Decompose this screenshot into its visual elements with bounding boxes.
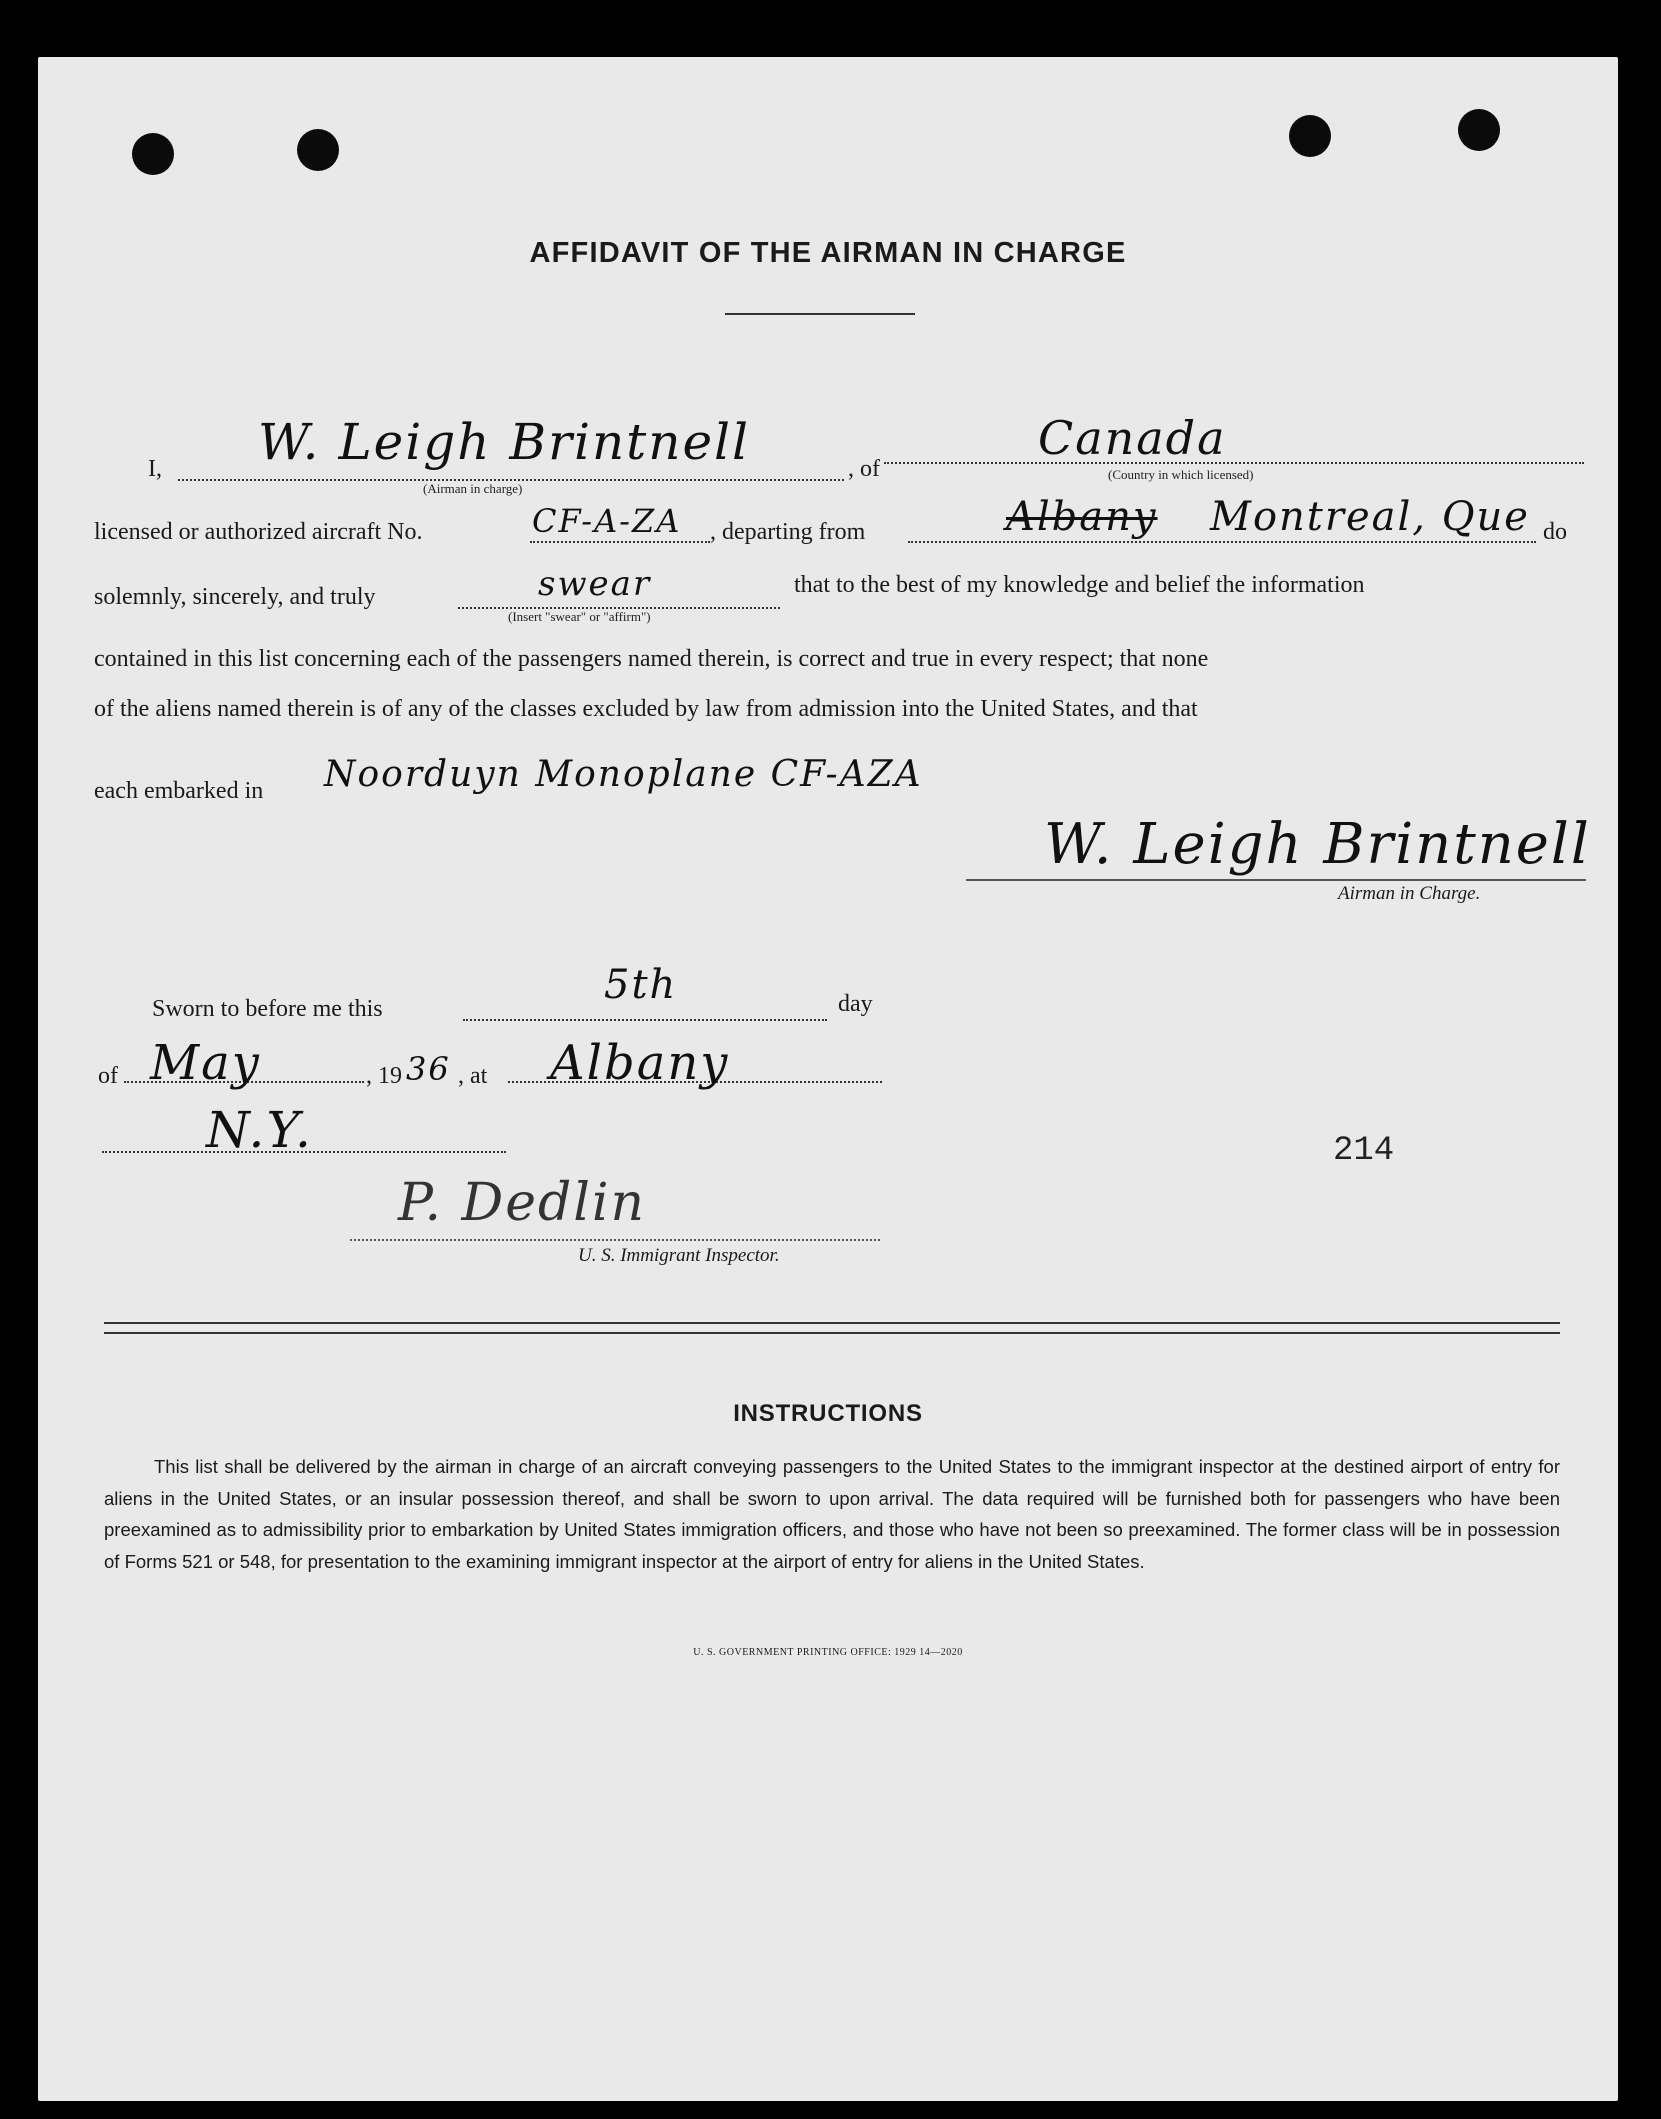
aircraft-no-field — [530, 541, 710, 543]
punch-hole-3 — [1289, 115, 1331, 157]
aircraft-no-handwritten: CF-A-ZA — [532, 502, 682, 540]
sworn-year-handwritten: 36 — [406, 1050, 451, 1088]
line3-prefix: solemnly, sincerely, and truly — [94, 584, 376, 610]
sworn-of-label: of — [98, 1063, 118, 1089]
inspector-caption: U. S. Immigrant Inspector. — [578, 1245, 780, 1266]
sworn-month-handwritten: May — [150, 1035, 261, 1091]
departure-field — [908, 541, 1536, 543]
departing-label: , departing from — [710, 519, 866, 545]
page-title: AFFIDAVIT OF THE AIRMAN IN CHARGE — [529, 237, 1127, 269]
country-caption: (Country in which licensed) — [1108, 467, 1254, 482]
inspector-signature: P. Dedlin — [398, 1173, 647, 1233]
country-field — [884, 462, 1584, 464]
section-divider-top — [104, 1322, 1560, 1324]
section-divider-bottom — [104, 1332, 1560, 1334]
line6-prefix: each embarked in — [94, 778, 264, 804]
line1-of-label: , of — [848, 456, 880, 482]
punch-hole-2 — [297, 129, 339, 171]
document-page — [38, 57, 1618, 2101]
line5-text: of the aliens named therein is of any of the classes excluded by law from admission into the United States, and that — [94, 696, 1198, 722]
instructions-body: This list shall be delivered by the airman in charge of an aircraft conveying passengers to the United States to the immigrant inspector at the destined airport of entry for aliens in the United States, or an insular possession thereof, and shall be sworn to upon arrival. The data required will be furnished both for passengers who have been preexamined as to admissibility prior to embarkation by United States immigration officers, and those who have not been so preexamined. The former class will be in possession of Forms 521 or 548, for presentation to the examining immigrant inspector at the airport of entry for aliens in the United States. — [104, 1456, 1560, 1572]
sworn-place-handwritten: Albany — [550, 1035, 730, 1091]
departure-city-handwritten: Montreal, Que — [1210, 494, 1530, 540]
sworn-at-label: , at — [458, 1063, 488, 1089]
punch-hole-1 — [132, 133, 174, 175]
stamp-number: 214 — [1333, 1132, 1395, 1170]
sworn-day-field — [463, 1019, 827, 1021]
sworn-place-line2-handwritten: N.Y. — [206, 1101, 313, 1159]
sworn-day-handwritten: 5th — [604, 962, 678, 1008]
line3-suffix: that to the best of my knowledge and belief the information — [794, 572, 1365, 598]
sworn-day-label: day — [838, 991, 873, 1017]
sworn-prefix: Sworn to before me this — [152, 996, 383, 1022]
airman-name-handwritten: W. Leigh Brintnell — [258, 413, 751, 471]
instructions-title: INSTRUCTIONS — [733, 1400, 923, 1427]
line2-prefix: licensed or authorized aircraft No. — [94, 519, 423, 545]
vessel-handwritten: Noorduyn Monoplane CF-AZA — [324, 754, 923, 795]
punch-hole-4 — [1458, 109, 1500, 151]
line2-suffix: do — [1543, 519, 1567, 545]
country-handwritten: Canada — [1038, 411, 1227, 465]
airman-signature-caption: Airman in Charge. — [1338, 883, 1481, 904]
oath-caption: (Insert "swear" or "affirm") — [508, 609, 651, 624]
struck-departure: Albany — [1006, 494, 1158, 540]
airman-caption: (Airman in charge) — [423, 481, 523, 496]
sworn-year-prefix: , 19 — [366, 1063, 402, 1089]
line4-text: contained in this list concerning each of the passengers named therein, is correct and true in every respect; that none — [94, 646, 1209, 672]
line1-prefix: I, — [148, 456, 162, 482]
airman-signature: W. Leigh Brintnell — [1044, 812, 1591, 877]
oath-handwritten: swear — [538, 564, 652, 604]
inspector-signature-line — [350, 1239, 880, 1241]
title-underline — [725, 313, 915, 315]
airman-signature-line — [966, 879, 1586, 881]
printer-imprint: U. S. GOVERNMENT PRINTING OFFICE: 1929 14—2020 — [693, 1647, 963, 1658]
